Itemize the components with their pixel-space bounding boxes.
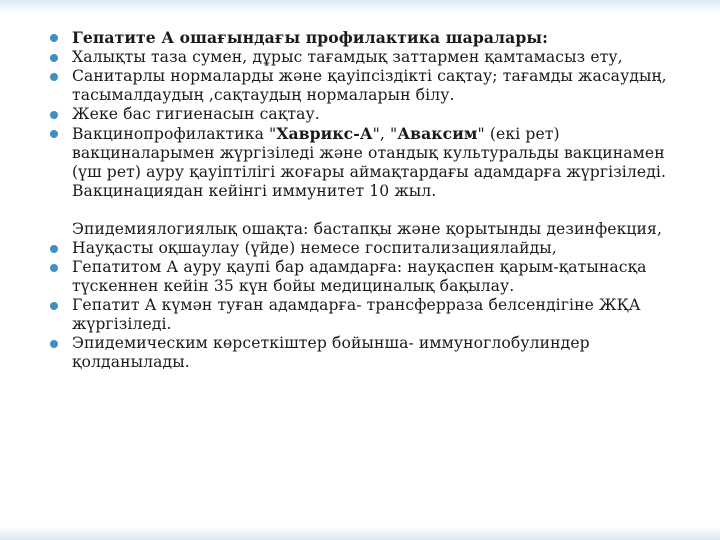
bullet-icon <box>50 302 58 310</box>
bullet-icon <box>50 130 58 138</box>
list-item <box>50 105 690 124</box>
bullet-icon <box>50 245 58 253</box>
list-item-text: Санитарлы нормаларды және қауіпсіздікті сақтау; тағамды жасаудың, тасымалдаудың ,сақтаудың нормаларын білу. <box>72 67 667 104</box>
vaccine-name-avaxim: Аваксим <box>397 124 478 143</box>
list-item-text: Гепатит А күмән туған адамдарға- трансферраза белсендігіне ЖҚА жүргізіледі. <box>72 296 641 333</box>
list-item-vaccination <box>50 124 690 201</box>
list-item <box>50 48 690 67</box>
list-item <box>50 239 690 258</box>
vaccination-separator: ", " <box>372 125 398 143</box>
list-item-text: Жеке бас гигиенасын сақтау. <box>72 105 320 123</box>
slide-top-border <box>0 0 720 14</box>
vaccination-prefix: Вакцинопрофилактика " <box>72 125 277 143</box>
list-item <box>50 296 690 334</box>
bullet-icon <box>50 340 58 348</box>
list-item <box>50 67 690 105</box>
list-item-text: Эпидемическим көрсеткіштер бойынша- иммуноглобулиндер қолданылады. <box>72 334 590 371</box>
list-item-text: Халықты таза сумен, дұрыс тағамдық заттармен қамтамасыз ету, <box>72 48 623 66</box>
bullet-list <box>50 28 690 372</box>
list-item-text: Науқасты оқшаулау (үйде) немесе госпитализациялайды, <box>72 239 557 257</box>
list-item-text: Гепатитом А ауру қаупі бар адамдарға: науқаспен қарым-қатынасқа түскеннен кейін 35 күн бойы медициналық бақылау. <box>72 258 647 295</box>
bullet-icon <box>50 264 58 272</box>
bullet-icon <box>50 73 58 81</box>
vaccination-suffix: " (екі рет) вакциналарымен жүргізіледі және отандық культуральды вакцинамен (үш рет) ауру қауіптілігі жоғары аймақтардағы адамдарға жүргізіледі. Вакцинациядан кейінгі иммунитет 10 жыл. <box>72 125 667 200</box>
list-item <box>50 258 690 296</box>
list-item-heading <box>50 28 690 48</box>
vaccine-name-havrix: Хаврикс-А <box>276 124 373 143</box>
bullet-icon <box>50 54 58 62</box>
list-item <box>50 334 690 372</box>
list-item-text: Эпидемиялогиялық ошақта: бастапқы және қорытынды дезинфекция, <box>72 220 663 238</box>
bullet-icon <box>50 34 58 42</box>
list-spacer <box>50 201 690 220</box>
slide-bottom-border <box>0 526 720 540</box>
heading-text: Гепатите А ошағындағы профилактика шаралары: <box>72 28 548 47</box>
bullet-icon <box>50 111 58 119</box>
list-item-no-bullet <box>50 220 690 239</box>
